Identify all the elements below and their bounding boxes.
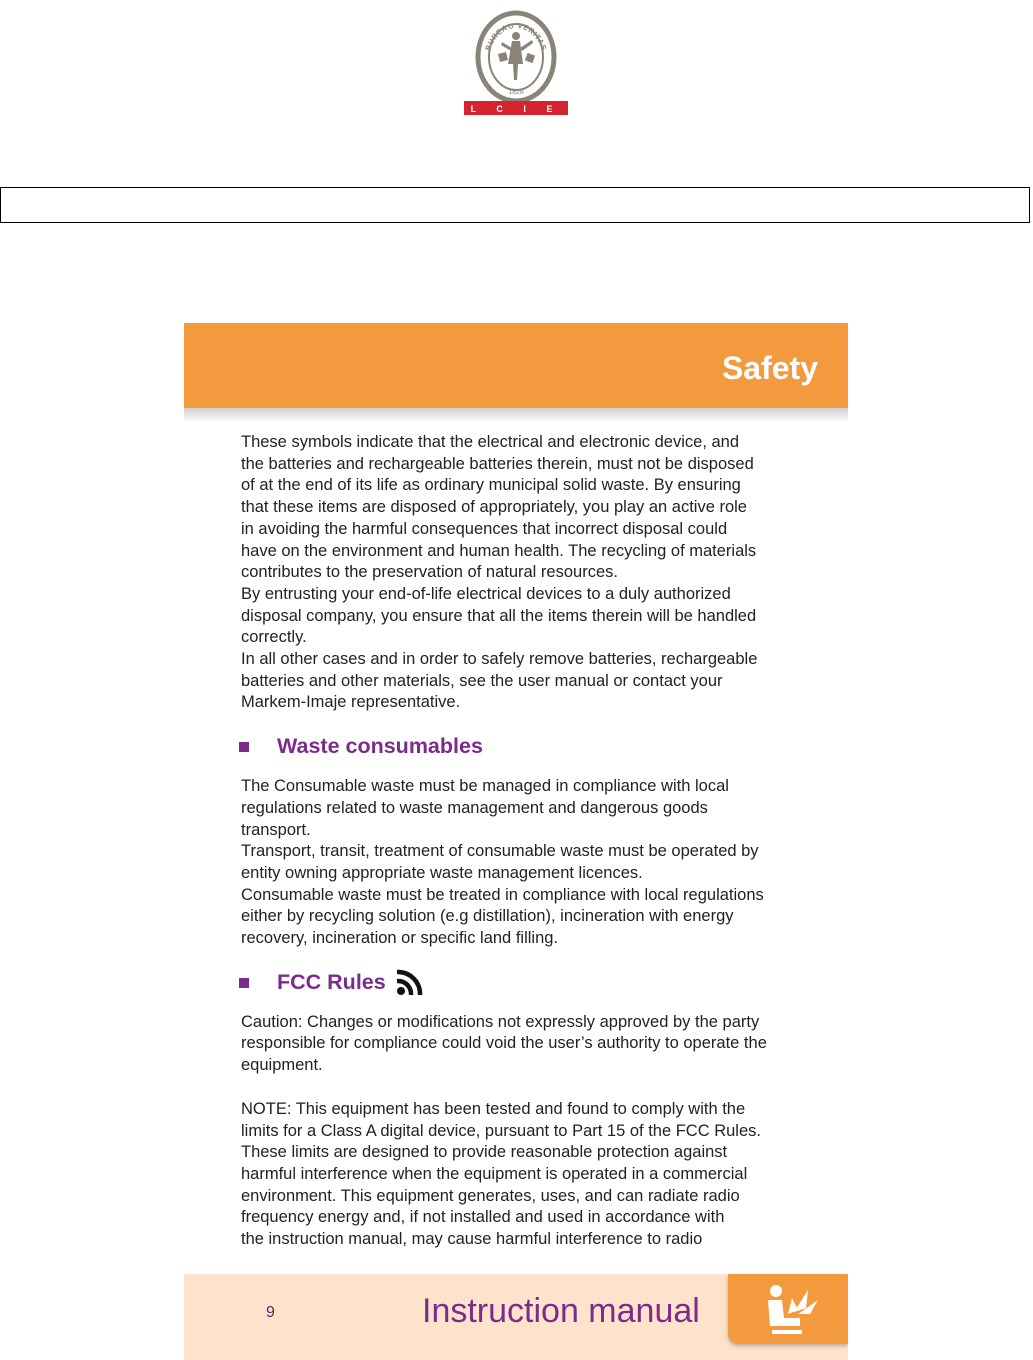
fcc-heading-text: FCC Rules bbox=[277, 969, 386, 994]
text-line: responsible for compliance could void the user’s authority to operate the bbox=[241, 1034, 767, 1053]
text-line: Markem-Imaje representative. bbox=[241, 693, 461, 712]
footer-title: Instruction manual bbox=[422, 1292, 700, 1330]
paragraph-gap bbox=[241, 1077, 831, 1099]
text-line: entity owning appropriate waste management licences. bbox=[241, 863, 643, 882]
text-line: disposal company, you ensure that all the items therein will be handled bbox=[241, 606, 757, 625]
text-line: Caution: Changes or modifications not expressly approved by the party bbox=[241, 1012, 760, 1031]
text-line: have on the environment and human health. The recycling of materials bbox=[241, 541, 757, 560]
text-line: that these items are disposed of appropriately, you play an active role bbox=[241, 498, 747, 517]
page-content bbox=[241, 432, 831, 1251]
text-line: in avoiding the harmful consequences that incorrect disposal could bbox=[241, 519, 728, 538]
reader-icon bbox=[762, 1282, 820, 1336]
text-line: harmful interference when the equipment is operated in a commercial bbox=[241, 1164, 748, 1183]
wireless-signal-icon bbox=[392, 968, 432, 998]
text-line: These limits are designed to provide reasonable protection against bbox=[241, 1143, 728, 1162]
logo-year: 1828 bbox=[508, 89, 524, 96]
waste-heading-text: Waste consumables bbox=[277, 734, 483, 759]
text-line: the batteries and rechargeable batteries therein, must not be disposed bbox=[241, 454, 754, 473]
text-line: By entrusting your end-of-life electrical devices to a duly authorized bbox=[241, 584, 731, 603]
header-shadow bbox=[184, 408, 848, 422]
text-line: transport. bbox=[241, 820, 311, 839]
waste-consumables-heading bbox=[239, 733, 831, 761]
text-line: Consumable waste must be treated in compliance with local regulations bbox=[241, 885, 764, 904]
text-line: regulations related to waste management and dangerous goods bbox=[241, 798, 708, 817]
text-line: recovery, incineration or specific land filling. bbox=[241, 929, 559, 948]
intro-text bbox=[241, 432, 831, 714]
text-line: NOTE: This equipment has been tested and found to comply with the bbox=[241, 1099, 746, 1118]
waste-text bbox=[241, 776, 831, 950]
text-line: limits for a Class A digital device, pursuant to Part 15 of the FCC Rules. bbox=[241, 1121, 761, 1140]
text-line: Transport, transit, treatment of consumable waste must be operated by bbox=[241, 842, 759, 861]
logo-lcie-label: L C I E bbox=[470, 104, 562, 114]
page-header bbox=[184, 323, 848, 408]
text-line: equipment. bbox=[241, 1056, 323, 1075]
text-line: environment. This equipment generates, uses, and can radiate radio bbox=[241, 1186, 740, 1205]
text-line: the instruction manual, may cause harmful interference to radio bbox=[241, 1230, 703, 1249]
fcc-caution-text bbox=[241, 1012, 831, 1077]
text-line: The Consumable waste must be managed in compliance with local bbox=[241, 777, 729, 796]
reference-box bbox=[0, 187, 1030, 223]
logo-ring-text: BUREAU VERITAS bbox=[483, 20, 549, 52]
text-line: correctly. bbox=[241, 628, 307, 647]
fcc-note-text bbox=[241, 1099, 831, 1251]
square-bullet-icon bbox=[239, 978, 249, 988]
text-line: batteries and other materials, see the user manual or contact your bbox=[241, 671, 723, 690]
fcc-rules-heading bbox=[239, 969, 831, 997]
text-line: In all other cases and in order to safely remove batteries, rechargeable bbox=[241, 650, 758, 669]
page-footer bbox=[184, 1274, 848, 1360]
text-line: contributes to the preservation of natural resources. bbox=[241, 563, 618, 582]
footer-icon-tab bbox=[728, 1274, 848, 1344]
square-bullet-icon bbox=[239, 742, 249, 752]
text-line: frequency energy and, if not installed and used in accordance with bbox=[241, 1208, 725, 1227]
text-line: either by recycling solution (e.g distillation), incineration with energy bbox=[241, 907, 734, 926]
manual-page bbox=[184, 323, 848, 1360]
page-title: Safety bbox=[721, 350, 818, 386]
text-line: of at the end of its life as ordinary municipal solid waste. By ensuring bbox=[241, 476, 741, 495]
page-number: 9 bbox=[266, 1304, 275, 1321]
text-line: These symbols indicate that the electrical and electronic device, and bbox=[241, 433, 740, 451]
bureau-veritas-logo bbox=[462, 8, 570, 116]
